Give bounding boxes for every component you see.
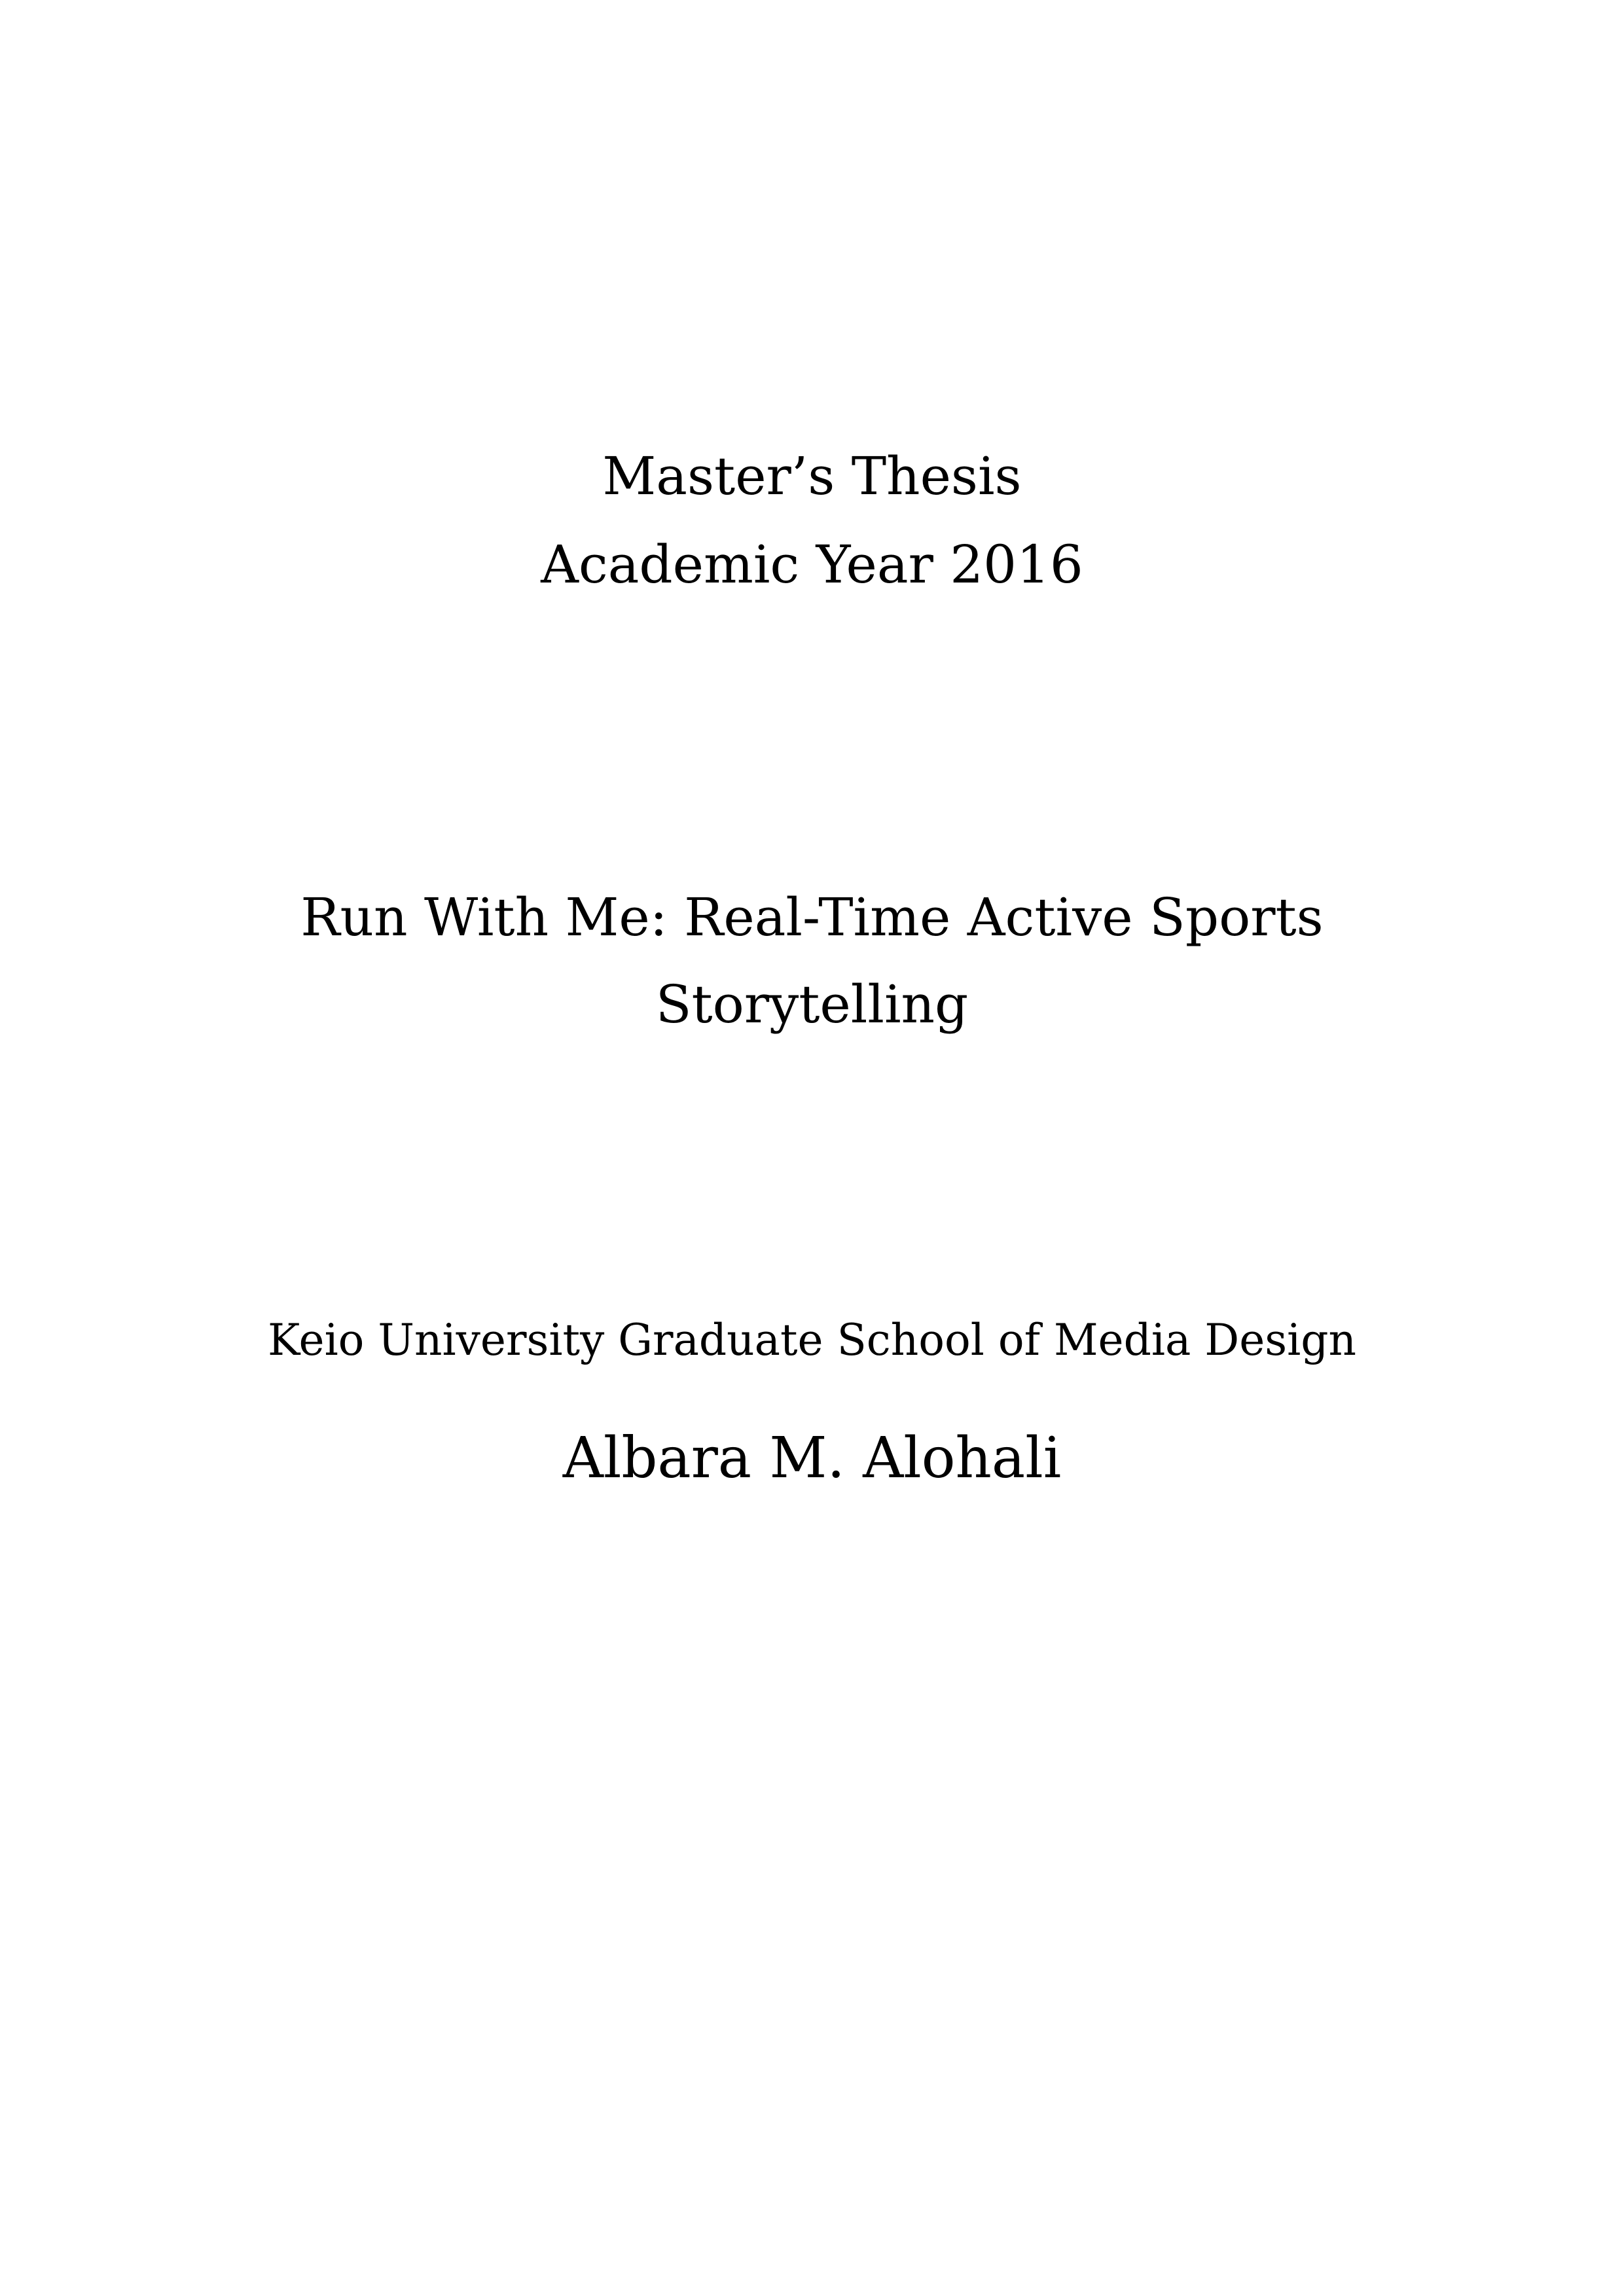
author-name: Albara M. Alohali [562,1426,1062,1491]
thesis-title-line: Run With Me: Real-Time Active Sports [300,887,1324,948]
academic-year: Academic Year 2016 [541,534,1083,595]
thesis-title-line: Storytelling [655,974,969,1035]
institution-name: Keio University Graduate School of Media Design [267,1315,1357,1365]
thesis-type: Master’s Thesis [602,446,1022,507]
